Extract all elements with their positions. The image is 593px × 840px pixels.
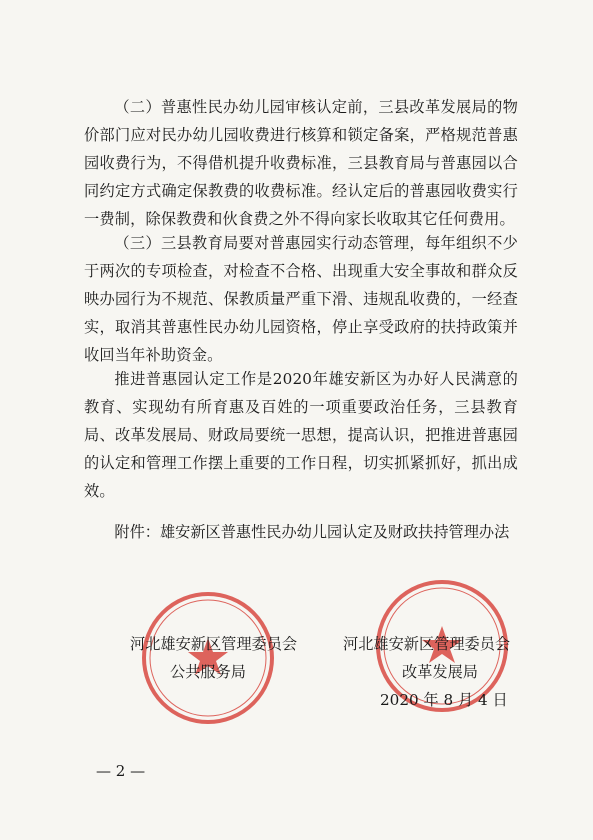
paragraph-work-requirement: 推进普惠园认定工作是2020年雄安新区为办好人民满意的教育、实现幼有所育惠及百姓的一项重要政治任务，三县教育局、改革发展局、财政局要统一思想，提高认识，把推进普惠园的认定和管理工作摆上重要的工作日程，切实抓紧抓好，抓出成效。 — [84, 370, 518, 500]
signature-left-dept: 公共服务局 — [170, 663, 246, 681]
signature-left-org: 河北雄安新区管理委员会 — [130, 635, 298, 653]
signature-date: 2020 年 8 月 4 日 — [380, 691, 508, 709]
signature-right-org: 河北雄安新区管理委员会 — [343, 635, 511, 653]
signature-right-dept: 改革发展局 — [402, 663, 478, 681]
page-number: — 2 — — [96, 762, 146, 780]
attachment-line: 附件：雄安新区普惠性民办幼儿园认定及财政扶持管理办法 — [114, 523, 510, 541]
paragraph-fee-review: （二）普惠性民办幼儿园审核认定前，三县改革发展局的物价部门应对民办幼儿园收费进行核算和锁定备案，严格规范普惠园收费行为，不得借机提升收费标准，三县教育局与普惠园以合同约定方式确定保教费的收费标准。经认定后的普惠园收费实行一费制，除保教费和伙食费之外不得向家长收取其它任何费用。 — [84, 98, 518, 228]
paragraph-dynamic-management: （三）三县教育局要对普惠园实行动态管理，每年组织不少于两次的专项检查，对检查不合格、出现重大安全事故和群众反映办园行为不规范、保教质量严重下滑、违规乱收费的，一经查实，取消其普惠性民办幼儿园资格，停止享受政府的扶持政策并收回当年补助资金。 — [84, 234, 518, 364]
